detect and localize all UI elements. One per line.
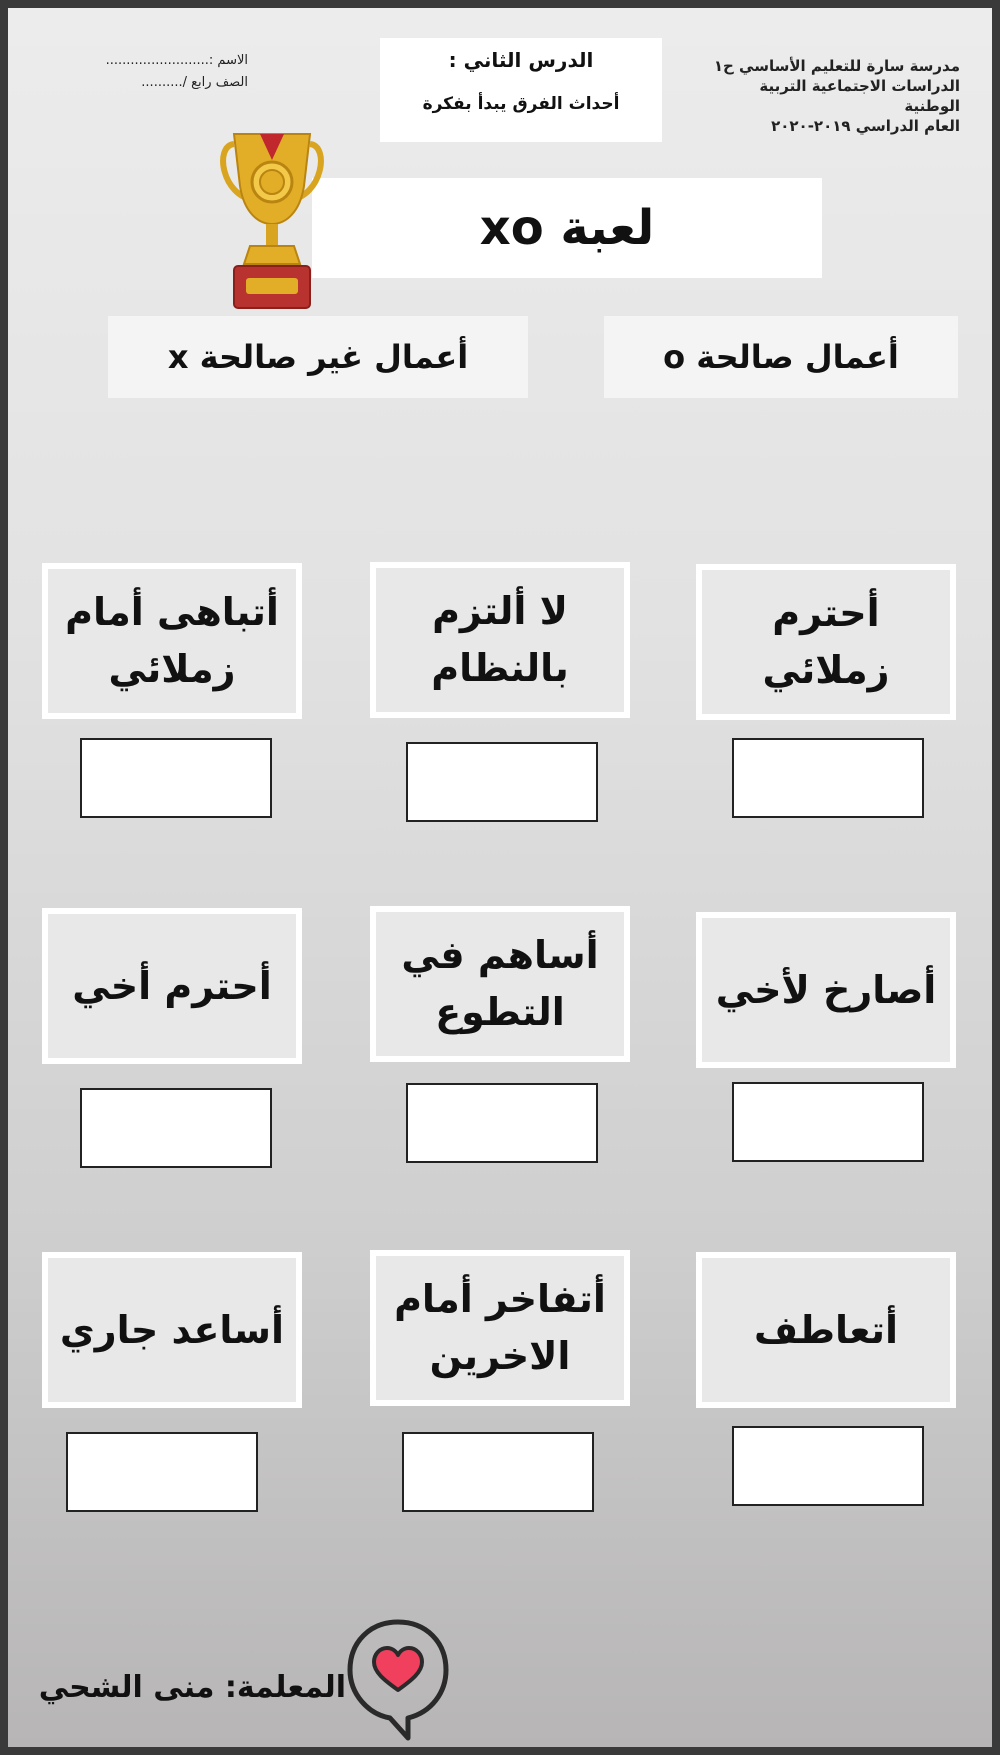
action-card: أتباهى أمام زملائي: [42, 563, 302, 719]
answer-box[interactable]: [406, 1083, 598, 1163]
school-name: مدرسة سارة للتعليم الأساسي ح١: [713, 57, 960, 75]
action-card: أصارخ لأخي: [696, 912, 956, 1068]
action-card: لا ألتزم بالنظام: [370, 562, 630, 718]
answer-box[interactable]: [66, 1432, 258, 1512]
game-title: لعبة xo: [312, 178, 822, 278]
worksheet-page: [8, 8, 992, 1747]
action-card: أتعاطف: [696, 1252, 956, 1408]
category-valid-actions: أعمال صالحة o: [604, 316, 958, 398]
trophy-icon: [220, 126, 324, 318]
heart-speech-bubble-icon: [344, 1618, 452, 1742]
answer-box[interactable]: [80, 738, 272, 818]
answer-box[interactable]: [732, 1082, 924, 1162]
student-name-line: الاسم :.........................: [105, 53, 248, 68]
action-card: أتفاخر أمام الاخرين: [370, 1250, 630, 1406]
answer-box[interactable]: [402, 1432, 594, 1512]
action-card: أساهم في التطوع: [370, 906, 630, 1062]
school-year: العام الدراسي ٢٠١٩-٢٠٢٠: [771, 117, 960, 135]
answer-box[interactable]: [80, 1088, 272, 1168]
answer-box[interactable]: [732, 1426, 924, 1506]
category-invalid-actions: أعمال غير صالحة x: [108, 316, 528, 398]
lesson-title: أحداث الفرق يبدأ بفكرة: [422, 94, 620, 114]
action-card: أحترم زملائي: [696, 564, 956, 720]
student-grade-line: الصف رابع /..........: [141, 75, 248, 90]
teacher-name: المعلمة: منى الشحي: [38, 1670, 346, 1705]
student-info: [88, 50, 248, 94]
lesson-label: الدرس الثاني :: [448, 48, 594, 72]
answer-box[interactable]: [406, 742, 598, 822]
lesson-box: [380, 38, 662, 142]
action-card: أساعد جاري: [42, 1252, 302, 1408]
subject-name: الدراسات الاجتماعية التربية الوطنية: [759, 77, 960, 115]
action-card: أحترم أخي: [42, 908, 302, 1064]
school-info: [700, 56, 960, 136]
answer-box[interactable]: [732, 738, 924, 818]
